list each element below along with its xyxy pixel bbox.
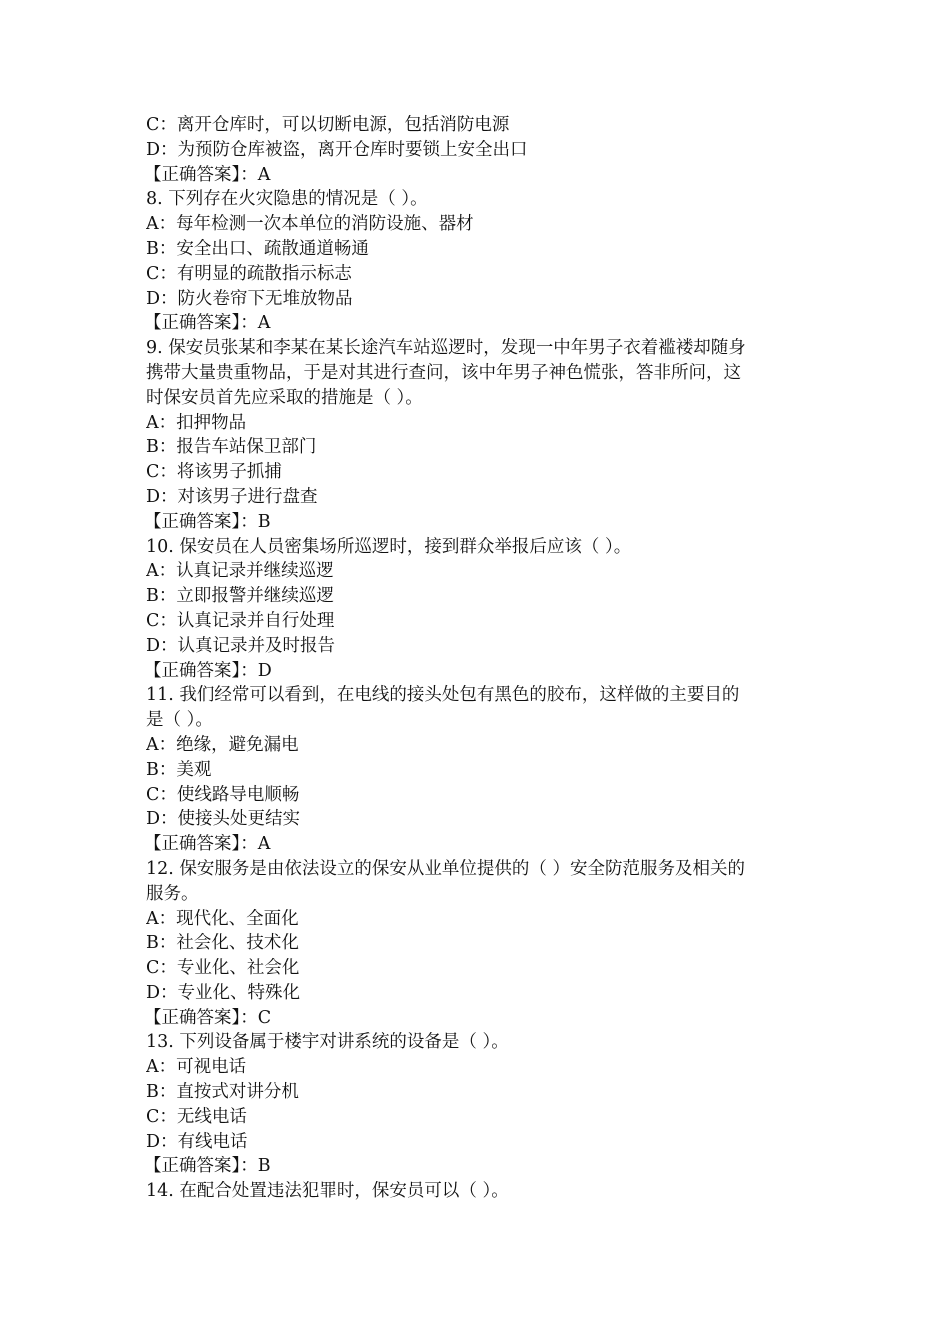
option-line: C：无线电话	[146, 1106, 247, 1127]
question-line: 携带大量贵重物品，于是对其进行查问，该中年男子神色慌张，答非所问，这	[146, 362, 741, 383]
option-line: C：专业化、社会化	[146, 958, 300, 979]
question-line: 是（ ）。	[146, 710, 213, 731]
option-line: C：离开仓库时，可以切断电源，包括消防电源	[146, 115, 510, 135]
option-line: D：防火卷帘下无堆放物品	[146, 288, 353, 309]
question-line: 9. 保安员张某和李某在某长途汽车站巡逻时，发现一中年男子衣着褴褛却随身	[146, 338, 746, 359]
option-line: D：为预防仓库被盗，离开仓库时要锁上安全出口	[146, 139, 528, 160]
option-line: C：认真记录并自行处理	[146, 610, 335, 631]
answer-line: 【正确答案】：B	[144, 511, 271, 532]
document-body	[146, 113, 816, 1204]
option-line: D：认真记录并及时报告	[146, 635, 336, 656]
answer-line: 【正确答案】：A	[144, 834, 271, 855]
option-line: A：扣押物品	[146, 412, 247, 433]
question-line: 时保安员首先应采取的措施是（ ）。	[146, 387, 423, 408]
answer-line: 【正确答案】：B	[144, 1156, 271, 1177]
option-line: C：使线路导电顺畅	[146, 784, 300, 805]
answer-line: 【正确答案】：D	[144, 660, 272, 681]
answer-line: 【正确答案】：C	[144, 1007, 272, 1028]
question-line: 8. 下列存在火灾隐患的情况是（ ）。	[146, 189, 428, 210]
option-line: D：使接头处更结实	[146, 809, 301, 830]
option-line: C：有明显的疏散指示标志	[146, 263, 352, 284]
question-line: 服务。	[146, 883, 199, 904]
question-line: 13. 下列设备属于楼宇对讲系统的设备是（ ）。	[146, 1032, 509, 1053]
option-line: B：直按式对讲分机	[146, 1082, 299, 1103]
question-line: 10. 保安员在人员密集场所巡逻时，接到群众举报后应该（ ）。	[146, 536, 632, 557]
option-line: A：认真记录并继续巡逻	[146, 561, 334, 582]
option-line: B：社会化、技术化	[146, 933, 299, 954]
option-line: A：现代化、全面化	[146, 908, 299, 929]
option-line: A：可视电话	[146, 1057, 247, 1078]
option-line: B：安全出口、疏散通道畅通	[146, 238, 369, 259]
option-line: B：报告车站保卫部门	[146, 437, 317, 458]
option-line: D：有线电话	[146, 1131, 248, 1152]
option-line: D：对该男子进行盘查	[146, 486, 318, 507]
question-line: 12. 保安服务是由依法设立的保安从业单位提供的（ ）安全防范服务及相关的	[146, 858, 745, 879]
option-line: B：美观	[146, 759, 212, 780]
option-line: A：绝缘，避免漏电	[146, 734, 299, 755]
question-line: 14. 在配合处置违法犯罪时，保安员可以（ ）。	[146, 1181, 509, 1202]
option-line: C：将该男子抓捕	[146, 462, 282, 483]
option-line: A：每年检测一次本单位的消防设施、器材	[146, 214, 474, 235]
answer-line: 【正确答案】：A	[144, 164, 271, 185]
option-line: B：立即报警并继续巡逻	[146, 586, 334, 607]
option-line: D：专业化、特殊化	[146, 982, 301, 1003]
question-line: 11. 我们经常可以看到，在电线的接头处包有黑色的胶布，这样做的主要目的	[146, 685, 740, 706]
answer-line: 【正确答案】：A	[144, 313, 271, 334]
